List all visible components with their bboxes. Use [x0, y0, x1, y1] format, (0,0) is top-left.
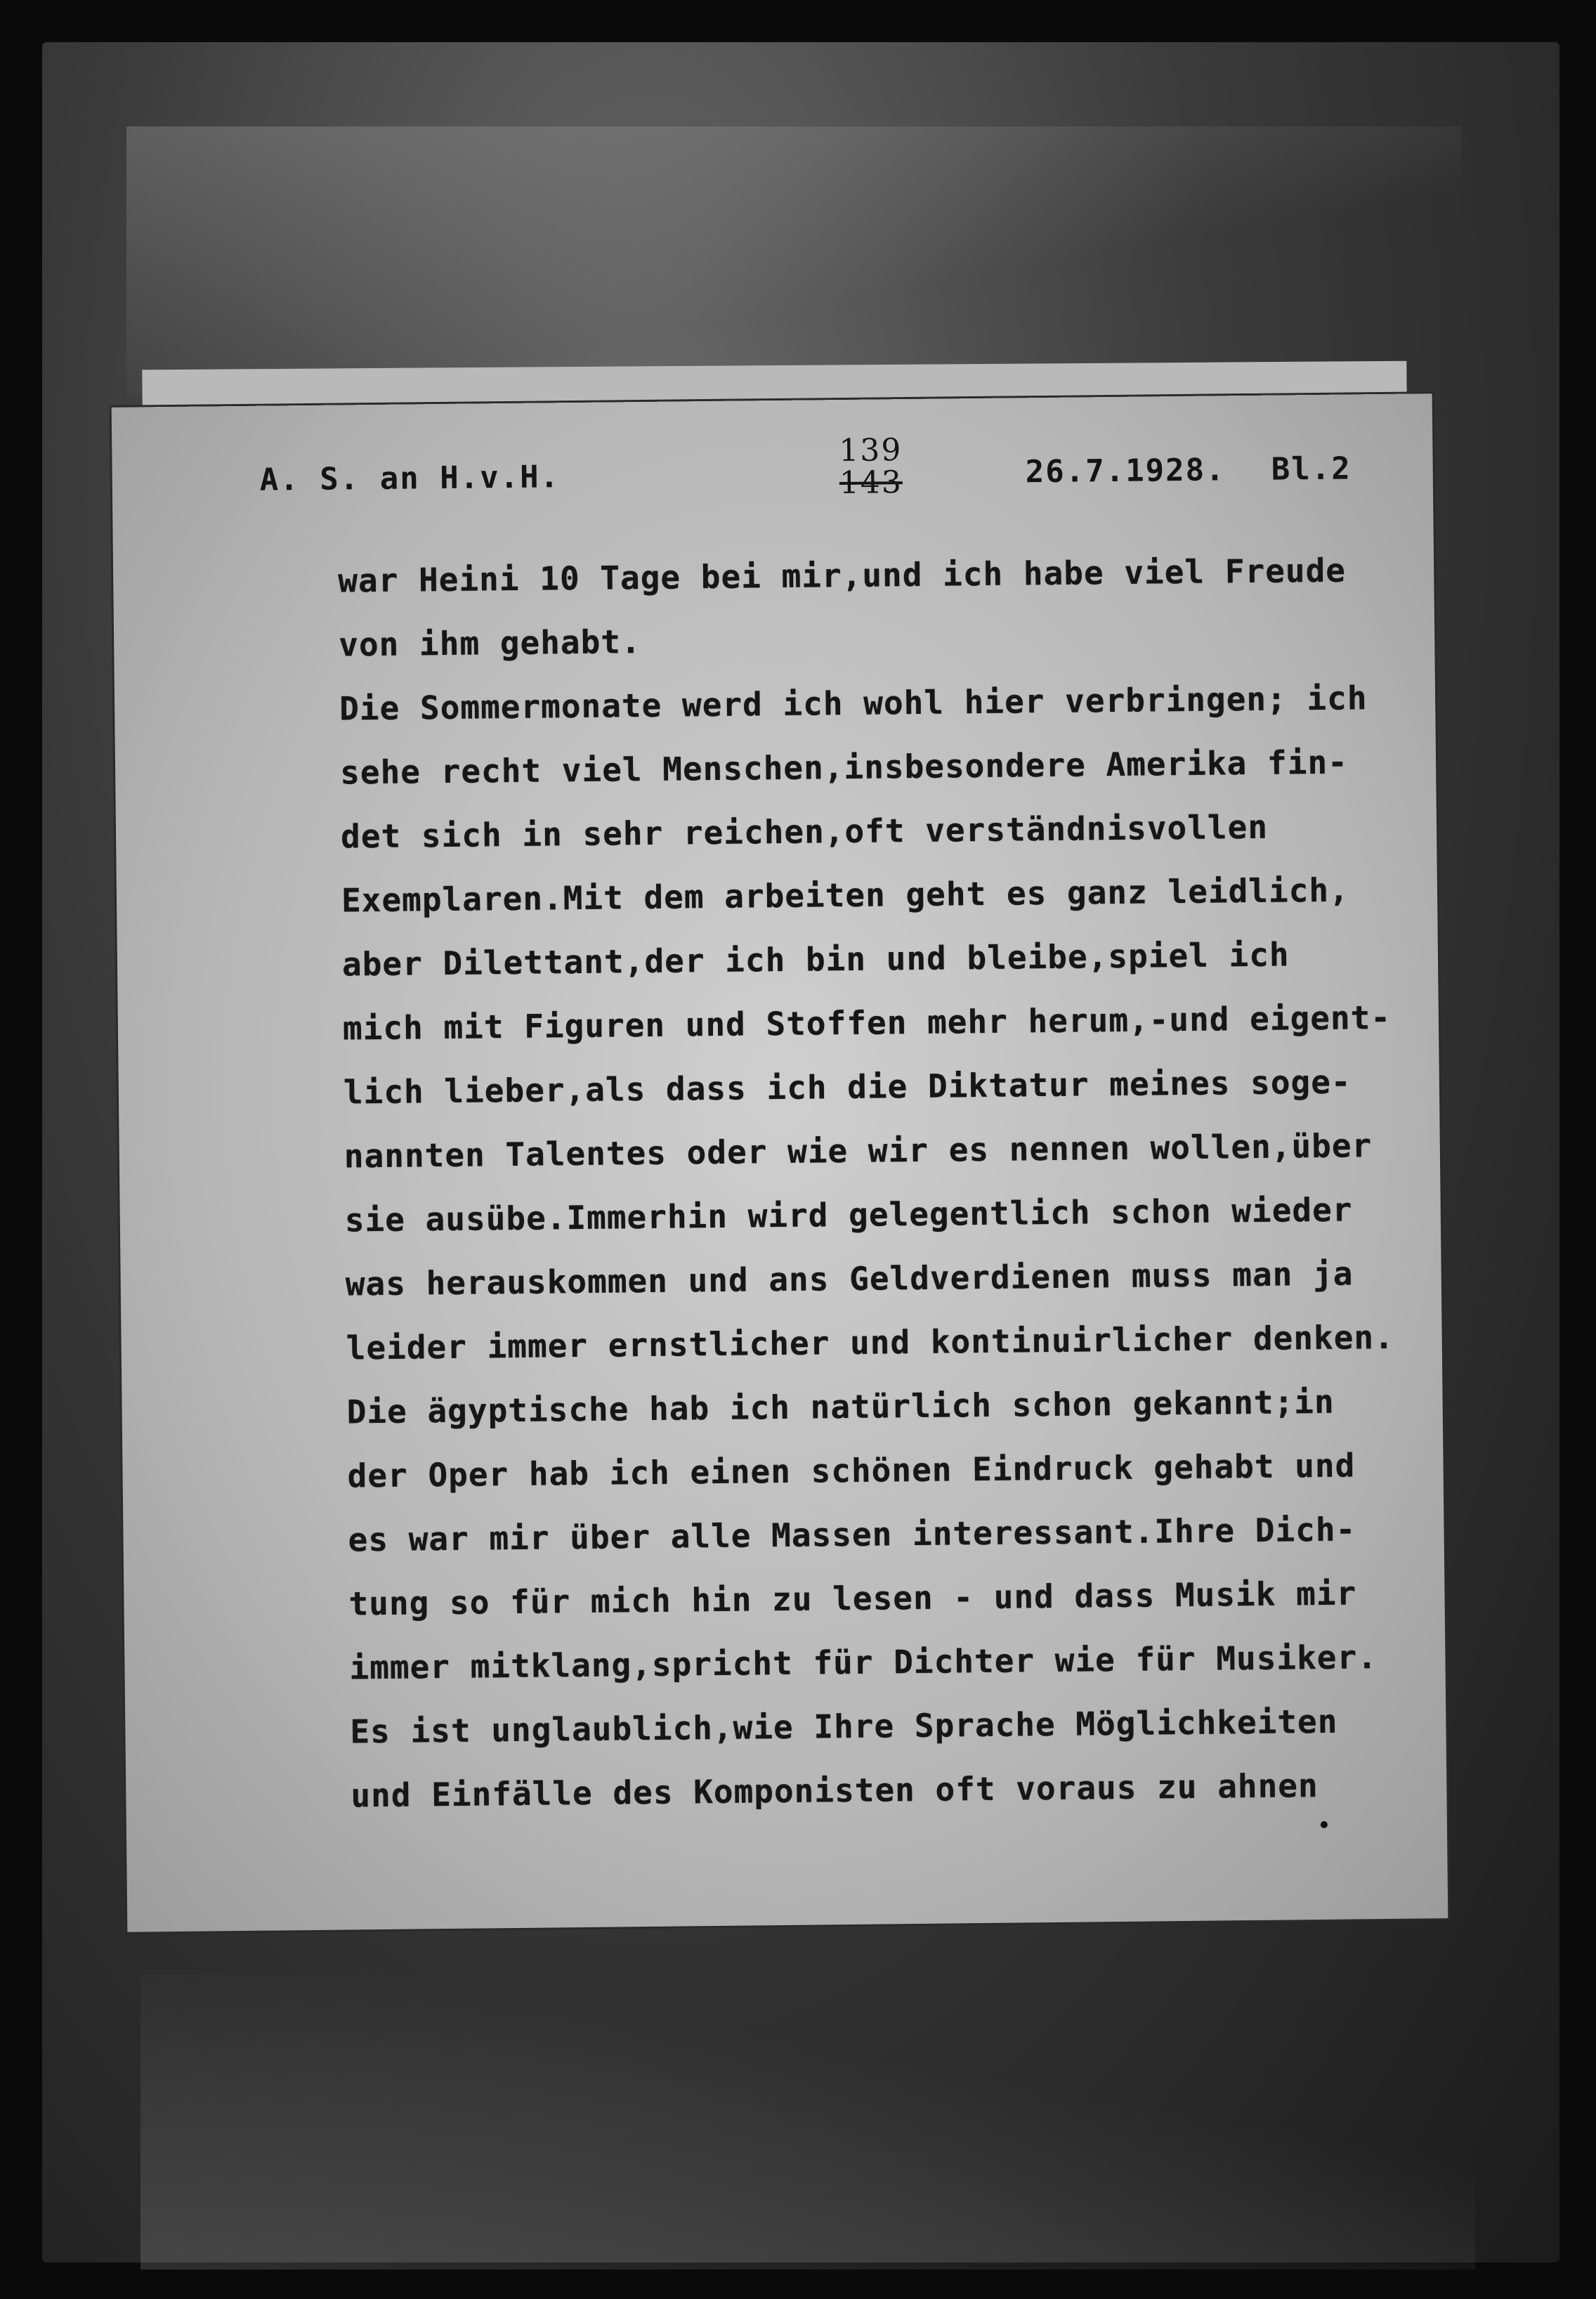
letter-line: nannten Talentes oder wie wir es nennen wollen,über [344, 1126, 1373, 1175]
folder-crease-top [126, 126, 1461, 393]
letter-header [259, 432, 1352, 511]
letter-body [338, 538, 1395, 1828]
letter-line: sehe recht viel Menschen,insbesondere Amerika fin- [339, 743, 1349, 792]
folio-struck-through: 143 [839, 464, 903, 502]
letter-line: was herauskommen und ans Geldverdienen muss man ja [345, 1254, 1354, 1303]
letter-line: Exemplaren.Mit dem arbeiten geht es ganz leidlich, [341, 871, 1349, 920]
pinhole-mark [1321, 1821, 1328, 1828]
letter-line: sie ausübe.Immerhin wird gelegentlich schon wieder [344, 1190, 1353, 1239]
letter-line: det sich in sehr reichen,oft verständnisvollen [340, 807, 1269, 856]
letter-page [112, 393, 1448, 1932]
letter-line: Die Sommermonate werd ich wohl hier verbringen; ich [339, 679, 1368, 728]
folio-current: 139 [839, 432, 903, 469]
folio-number [821, 434, 920, 500]
letter-line: aber Dilettant,der ich bin und bleibe,spiel ich [341, 935, 1290, 984]
folder-crease-bottom [140, 1974, 1475, 2269]
sheet-number: Bl.2 [1271, 450, 1352, 488]
letter-line: leider immer ernstlicher und kontinuirlicher denken. [346, 1317, 1395, 1367]
letter-line: immer mitklang,spricht für Dichter wie für Musiker. [349, 1638, 1378, 1687]
letter-line: war Heini 10 Tage bei mir,und ich habe viel Freude [338, 551, 1347, 600]
letter-line: lich lieber,als dass ich die Diktatur meines soge- [343, 1062, 1352, 1112]
letter-line: tung so für mich hin zu lesen - und dass Musik mir [348, 1574, 1357, 1623]
letter-line: es war mir über alle Massen interessant.Ihre Dich- [348, 1510, 1356, 1559]
correspondents-label: A. S. an H.v.H. [259, 459, 561, 498]
letter-line: mich mit Figuren und Stoffen mehr herum,-und eigent- [342, 998, 1392, 1048]
letter-line: und Einfälle des Komponisten oft voraus zu ahnen [351, 1766, 1319, 1815]
letter-line: von ihm gehabt. [338, 623, 641, 664]
letter-line: Die ägyptische hab ich natürlich schon gekannt;in [346, 1382, 1335, 1431]
letter-line: der Oper hab ich einen schönen Eindruck gehabt und [347, 1446, 1356, 1495]
letter-line: Es ist unglaublich,wie Ihre Sprache Möglichkeiten [350, 1702, 1338, 1751]
letter-date: 26.7.1928. [1025, 452, 1226, 490]
